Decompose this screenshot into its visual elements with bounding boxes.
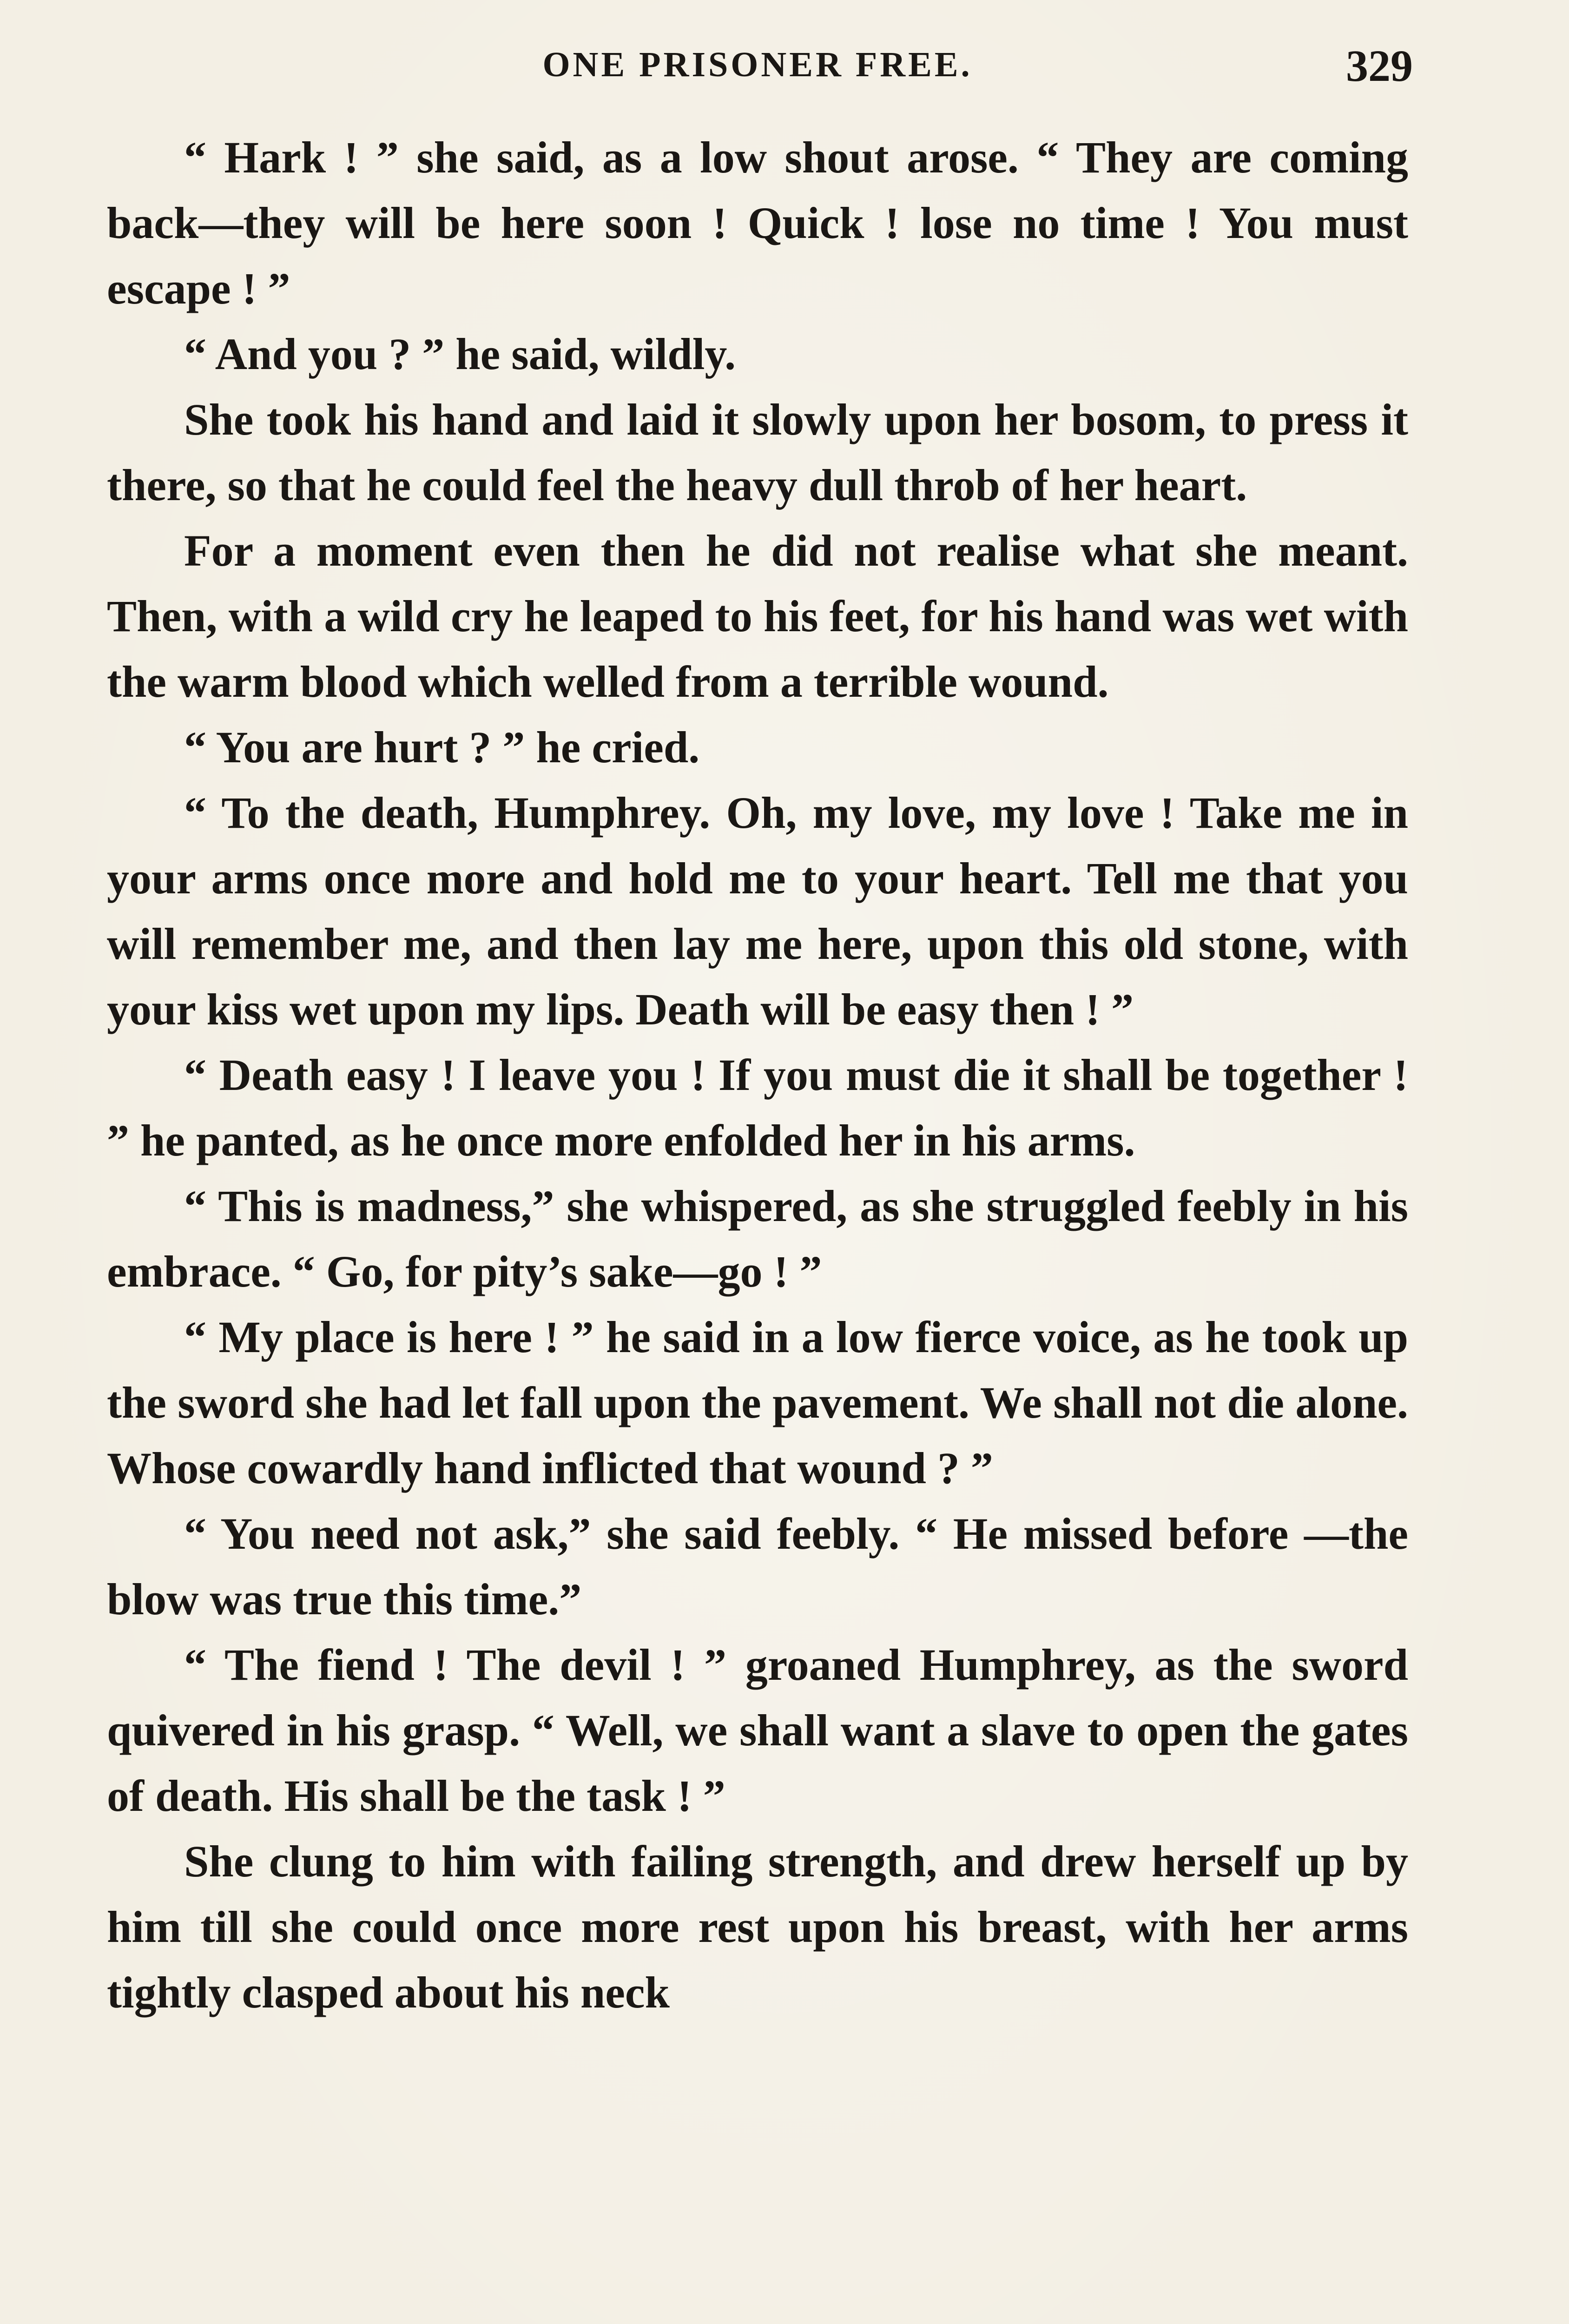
paragraph: “ You are hurt ? ” he cried. bbox=[184, 722, 700, 772]
paragraph: “ Death easy ! I leave you ! If you must die it shall be together ! ” he panted, as he once more enfolded her in his arms. bbox=[107, 1050, 1408, 1165]
paragraph: For a moment even then he did not realise what she meant. Then, with a wild cry he leaped to his feet, for his hand was wet with the warm blood which welled from a terrible wound. bbox=[107, 526, 1408, 706]
paragraph: “ The fiend ! The devil ! ” groaned Humphrey, as the sword quivered in his grasp. “ Well, we shall want a slave to open the gates of death. His shall be the task ! ” bbox=[107, 1640, 1408, 1821]
paragraph: She took his hand and laid it slowly upon her bosom, to press it there, so that he could feel the heavy dull throb of her heart. bbox=[107, 395, 1408, 510]
page-number: 329 bbox=[1346, 41, 1413, 91]
paragraph: “ This is madness,” she whispered, as she struggled feebly in his embrace. “ Go, for pity’s sake—go ! ” bbox=[107, 1181, 1408, 1296]
paragraph: She clung to him with failing strength, and drew herself up by him till she could once more rest upon his breast, with her arms tightly clasped about his neck bbox=[107, 1836, 1408, 2017]
paragraph: “ Hark ! ” she said, as a low shout arose. “ They are coming back—they will be here soon ! Quick ! lose no time ! You must escape ! ” bbox=[107, 132, 1408, 313]
paragraph: “ My place is here ! ” he said in a low fierce voice, as he took up the sword she had let fall upon the pavement. We shall not die alone. Whose cowardly hand inflicted that wound ? ” bbox=[107, 1312, 1408, 1493]
page-header bbox=[107, 40, 1413, 100]
body-text bbox=[107, 125, 1408, 2025]
paragraph: “ To the death, Humphrey. Oh, my love, my love ! Take me in your arms once more and hold me to your heart. Tell me that you will remember me, and then lay me here, upon this old stone, with your kiss wet upon my lips. Death will be easy then ! ” bbox=[107, 788, 1408, 1034]
paragraph: “ You need not ask,” she said feebly. “ He missed before —the blow was true this time.” bbox=[107, 1509, 1408, 1624]
running-title: ONE PRISONER FREE. bbox=[542, 45, 973, 84]
paragraph: “ And you ? ” he said, wildly. bbox=[184, 329, 736, 379]
